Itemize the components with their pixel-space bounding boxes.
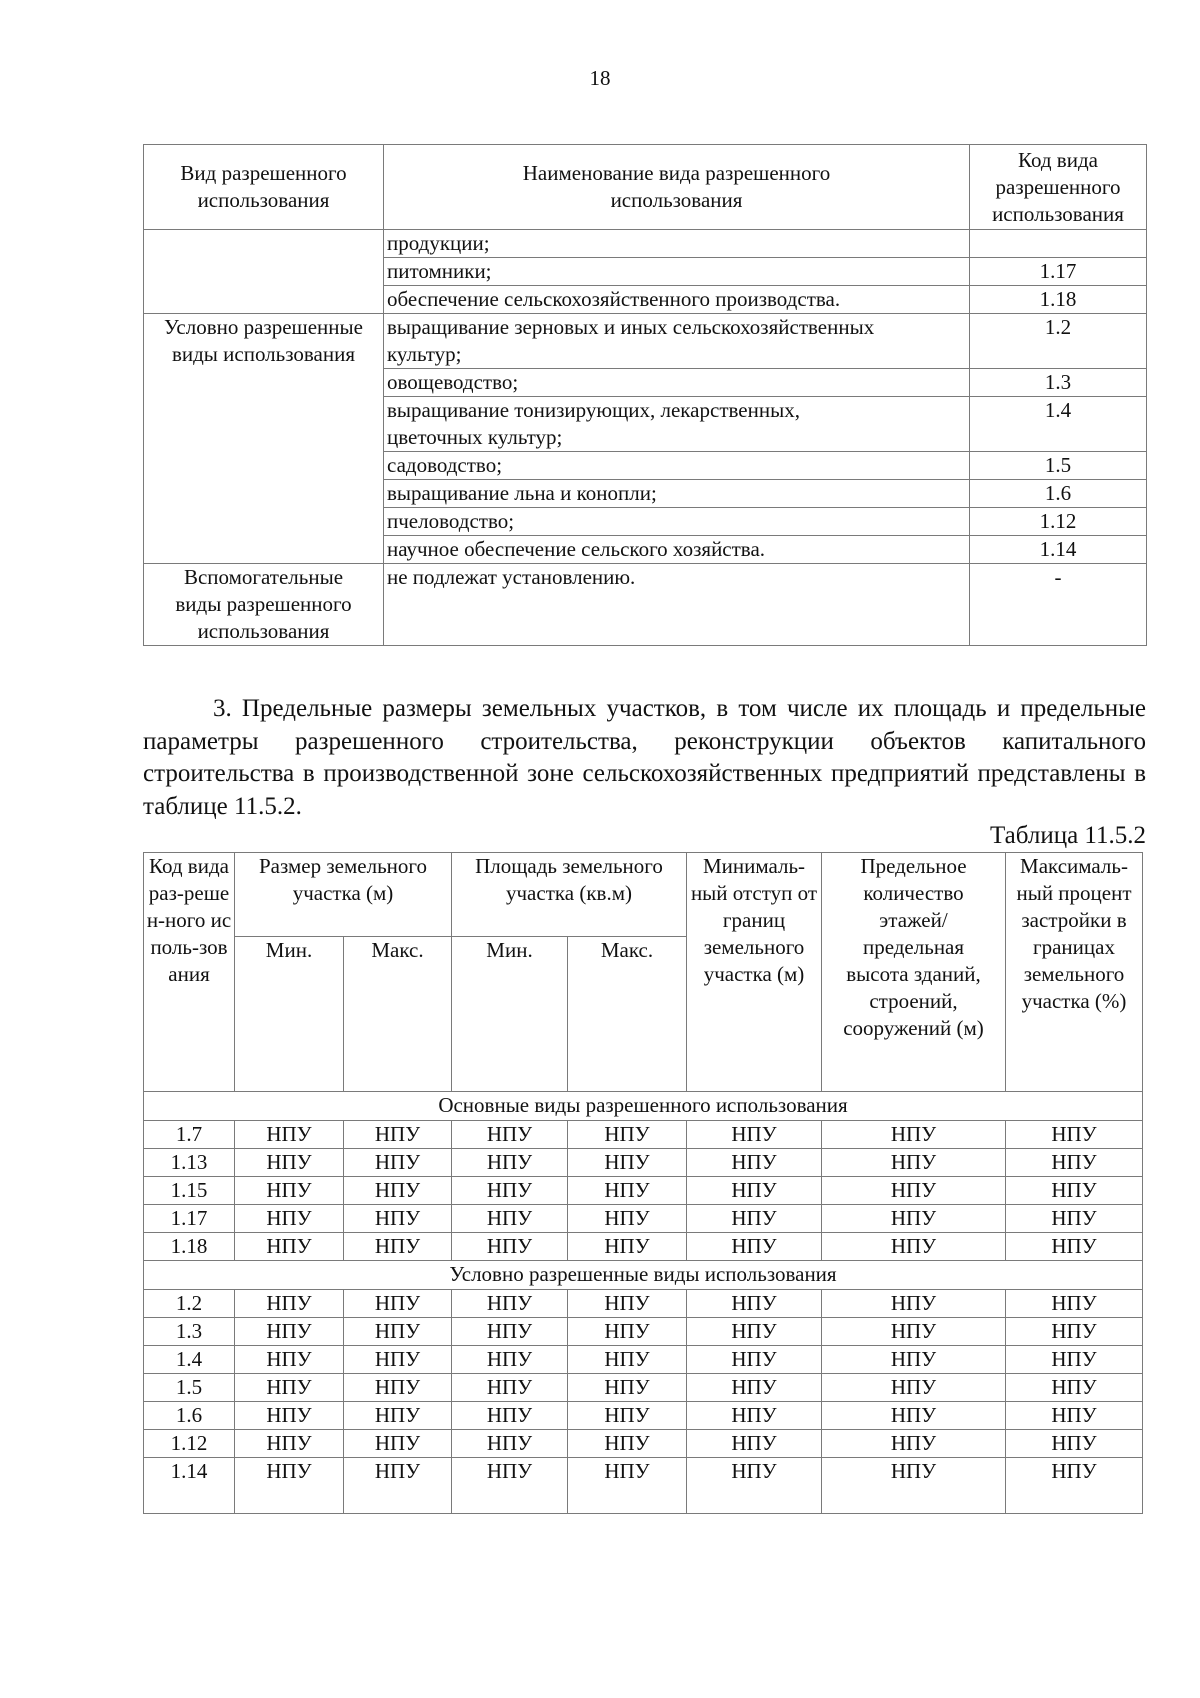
parameters-table <box>143 852 1143 1514</box>
cell-value: НПУ <box>687 1149 822 1177</box>
cell-value: НПУ <box>452 1233 568 1261</box>
cell-value: НПУ <box>568 1233 687 1261</box>
cell-value: НПУ <box>235 1402 344 1430</box>
use-code: 1.4 <box>970 397 1147 452</box>
row-code: 1.12 <box>144 1430 235 1458</box>
use-code: 1.5 <box>970 452 1147 480</box>
cell-value: НПУ <box>687 1458 822 1514</box>
cell-value: НПУ <box>1006 1177 1143 1205</box>
cell-value: НПУ <box>568 1149 687 1177</box>
use-name: обеспечение сельскохозяйственного производства. <box>384 286 970 314</box>
cell-value: НПУ <box>344 1346 452 1374</box>
cell-value: НПУ <box>1006 1290 1143 1318</box>
cell-value: НПУ <box>822 1318 1006 1346</box>
section-title: Условно разрешенные виды использования <box>144 1261 1143 1290</box>
cell-value: НПУ <box>452 1346 568 1374</box>
cell-value: НПУ <box>568 1346 687 1374</box>
cell-value: НПУ <box>235 1374 344 1402</box>
cell-value: НПУ <box>452 1121 568 1149</box>
cell-value: НПУ <box>568 1290 687 1318</box>
table-row <box>144 1430 1143 1458</box>
cell-value: НПУ <box>344 1205 452 1233</box>
table-row <box>144 314 1147 369</box>
row-code: 1.6 <box>144 1402 235 1430</box>
row-code: 1.7 <box>144 1121 235 1149</box>
cell-value: НПУ <box>568 1121 687 1149</box>
header-setback: Минималь-ный отступ от границ земельного участка (м) <box>687 853 822 1092</box>
use-code: 1.14 <box>970 536 1147 564</box>
cell-value: НПУ <box>452 1149 568 1177</box>
use-name: научное обеспечение сельского хозяйства. <box>384 536 970 564</box>
cell-value: НПУ <box>1006 1346 1143 1374</box>
cell-value: НПУ <box>687 1121 822 1149</box>
cell-value: НПУ <box>344 1402 452 1430</box>
cell-value: НПУ <box>822 1149 1006 1177</box>
cell-value: НПУ <box>687 1233 822 1261</box>
use-code: 1.2 <box>970 314 1147 369</box>
row-code: 1.18 <box>144 1233 235 1261</box>
header-size-max: Макс. <box>344 937 452 1092</box>
use-name: овощеводство; <box>384 369 970 397</box>
table-row <box>144 1290 1143 1318</box>
cell-value: НПУ <box>687 1402 822 1430</box>
use-name: питомники; <box>384 258 970 286</box>
cell-value: НПУ <box>235 1177 344 1205</box>
row-code: 1.17 <box>144 1205 235 1233</box>
use-code: 1.18 <box>970 286 1147 314</box>
use-code: - <box>970 564 1147 646</box>
cell-value: НПУ <box>1006 1374 1143 1402</box>
header-code: Код вида разрешенного использования <box>970 145 1147 230</box>
cell-value: НПУ <box>568 1318 687 1346</box>
table-row <box>144 1318 1143 1346</box>
row-code: 1.15 <box>144 1177 235 1205</box>
use-code <box>970 230 1147 258</box>
permitted-use-table <box>143 144 1147 646</box>
cell-value: НПУ <box>568 1374 687 1402</box>
cell-value: НПУ <box>344 1290 452 1318</box>
header-area-max: Макс. <box>568 937 687 1092</box>
cell-value: НПУ <box>1006 1430 1143 1458</box>
row-code: 1.5 <box>144 1374 235 1402</box>
cell-value: НПУ <box>235 1318 344 1346</box>
cell-value: НПУ <box>568 1430 687 1458</box>
cell-value: НПУ <box>344 1374 452 1402</box>
header-size-min: Мин. <box>235 937 344 1092</box>
cell-value: НПУ <box>452 1430 568 1458</box>
table-row <box>144 1177 1143 1205</box>
cell-value: НПУ <box>822 1233 1006 1261</box>
cell-value: НПУ <box>568 1205 687 1233</box>
header-category: Вид разрешенного использования <box>144 145 384 230</box>
cell-value: НПУ <box>235 1121 344 1149</box>
cell-value: НПУ <box>344 1233 452 1261</box>
cell-value: НПУ <box>568 1458 687 1514</box>
cell-value: НПУ <box>1006 1149 1143 1177</box>
use-code: 1.6 <box>970 480 1147 508</box>
row-code: 1.4 <box>144 1346 235 1374</box>
cell-value: НПУ <box>687 1290 822 1318</box>
cell-value: НПУ <box>822 1121 1006 1149</box>
table-row <box>144 1402 1143 1430</box>
cell-value: НПУ <box>1006 1458 1143 1514</box>
row-code: 1.14 <box>144 1458 235 1514</box>
cell-value: НПУ <box>452 1458 568 1514</box>
table-row <box>144 1149 1143 1177</box>
cell-value: НПУ <box>1006 1205 1143 1233</box>
table-row <box>144 564 1147 646</box>
cell-value: НПУ <box>344 1458 452 1514</box>
table-row <box>144 1233 1143 1261</box>
cell-value: НПУ <box>452 1374 568 1402</box>
cell-value: НПУ <box>687 1318 822 1346</box>
cell-value: НПУ <box>822 1374 1006 1402</box>
use-name: пчеловодство; <box>384 508 970 536</box>
cell-value: НПУ <box>235 1149 344 1177</box>
page-number: 18 <box>589 66 611 90</box>
table-row <box>144 230 1147 258</box>
section-paragraph: 3. Предельные размеры земельных участков, в том числе их площадь и предельные параметры разрешенного строительства, реконструкции объектов капитального строительства в производственной зоне сельскохозяйственных предприятий представлены в таблице 11.5.2. <box>143 695 1146 820</box>
cell-value: НПУ <box>822 1177 1006 1205</box>
cell-value: НПУ <box>344 1177 452 1205</box>
cell-value: НПУ <box>1006 1233 1143 1261</box>
cell-value: НПУ <box>344 1121 452 1149</box>
header-name: Наименование вида разрешенного использования <box>384 145 970 230</box>
cell-value: НПУ <box>568 1402 687 1430</box>
cell-value: НПУ <box>1006 1121 1143 1149</box>
cell-value: НПУ <box>235 1233 344 1261</box>
use-code: 1.3 <box>970 369 1147 397</box>
cell-value: НПУ <box>344 1318 452 1346</box>
cell-value: НПУ <box>822 1346 1006 1374</box>
header-size-group: Размер земельного участка (м) <box>235 853 452 937</box>
cell-value: НПУ <box>235 1458 344 1514</box>
use-name: садоводство; <box>384 452 970 480</box>
category-cell: Вспомогательные виды разрешенного использования <box>144 564 384 646</box>
use-code: 1.17 <box>970 258 1147 286</box>
cell-value: НПУ <box>235 1205 344 1233</box>
cell-value: НПУ <box>822 1402 1006 1430</box>
cell-value: НПУ <box>235 1430 344 1458</box>
cell-value: НПУ <box>822 1290 1006 1318</box>
cell-value: НПУ <box>452 1290 568 1318</box>
row-code: 1.3 <box>144 1318 235 1346</box>
cell-value: НПУ <box>344 1149 452 1177</box>
cell-value: НПУ <box>687 1205 822 1233</box>
category-cell <box>144 230 384 314</box>
table-row <box>144 1121 1143 1149</box>
header-area-min: Мин. <box>452 937 568 1092</box>
cell-value: НПУ <box>822 1458 1006 1514</box>
header-coverage: Максималь-ный процент застройки в границах земельного участка (%) <box>1006 853 1143 1092</box>
cell-value: НПУ <box>452 1205 568 1233</box>
row-code: 1.2 <box>144 1290 235 1318</box>
cell-value: НПУ <box>235 1346 344 1374</box>
header-floors: Предельное количество этажей/ предельная высота зданий, строений, сооружений (м) <box>822 853 1006 1092</box>
table-row <box>144 1374 1143 1402</box>
table-row <box>144 1346 1143 1374</box>
use-name: выращивание льна и конопли; <box>384 480 970 508</box>
cell-value: НПУ <box>687 1430 822 1458</box>
cell-value: НПУ <box>452 1402 568 1430</box>
cell-value: НПУ <box>452 1177 568 1205</box>
use-name: не подлежат установлению. <box>384 564 970 646</box>
cell-value: НПУ <box>235 1290 344 1318</box>
category-cell: Условно разрешенные виды использования <box>144 314 384 564</box>
cell-value: НПУ <box>344 1430 452 1458</box>
cell-value: НПУ <box>1006 1318 1143 1346</box>
row-code: 1.13 <box>144 1149 235 1177</box>
use-code: 1.12 <box>970 508 1147 536</box>
use-name: выращивание зерновых и иных сельскохозяйственных культур; <box>384 314 970 369</box>
cell-value: НПУ <box>822 1205 1006 1233</box>
table-row <box>144 1205 1143 1233</box>
cell-value: НПУ <box>822 1430 1006 1458</box>
cell-value: НПУ <box>687 1346 822 1374</box>
cell-value: НПУ <box>1006 1402 1143 1430</box>
cell-value: НПУ <box>452 1318 568 1346</box>
cell-value: НПУ <box>568 1177 687 1205</box>
table-row <box>144 1458 1143 1514</box>
use-name: продукции; <box>384 230 970 258</box>
cell-value: НПУ <box>687 1374 822 1402</box>
section-title: Основные виды разрешенного использования <box>144 1092 1143 1121</box>
header-area-group: Площадь земельного участка (кв.м) <box>452 853 687 937</box>
use-name: выращивание тонизирующих, лекарственных, цветочных культур; <box>384 397 970 452</box>
cell-value: НПУ <box>687 1177 822 1205</box>
table-caption: Таблица 11.5.2 <box>990 822 1146 849</box>
header-code: Код вида раз-решен-ного исполь-зования <box>144 853 235 1092</box>
